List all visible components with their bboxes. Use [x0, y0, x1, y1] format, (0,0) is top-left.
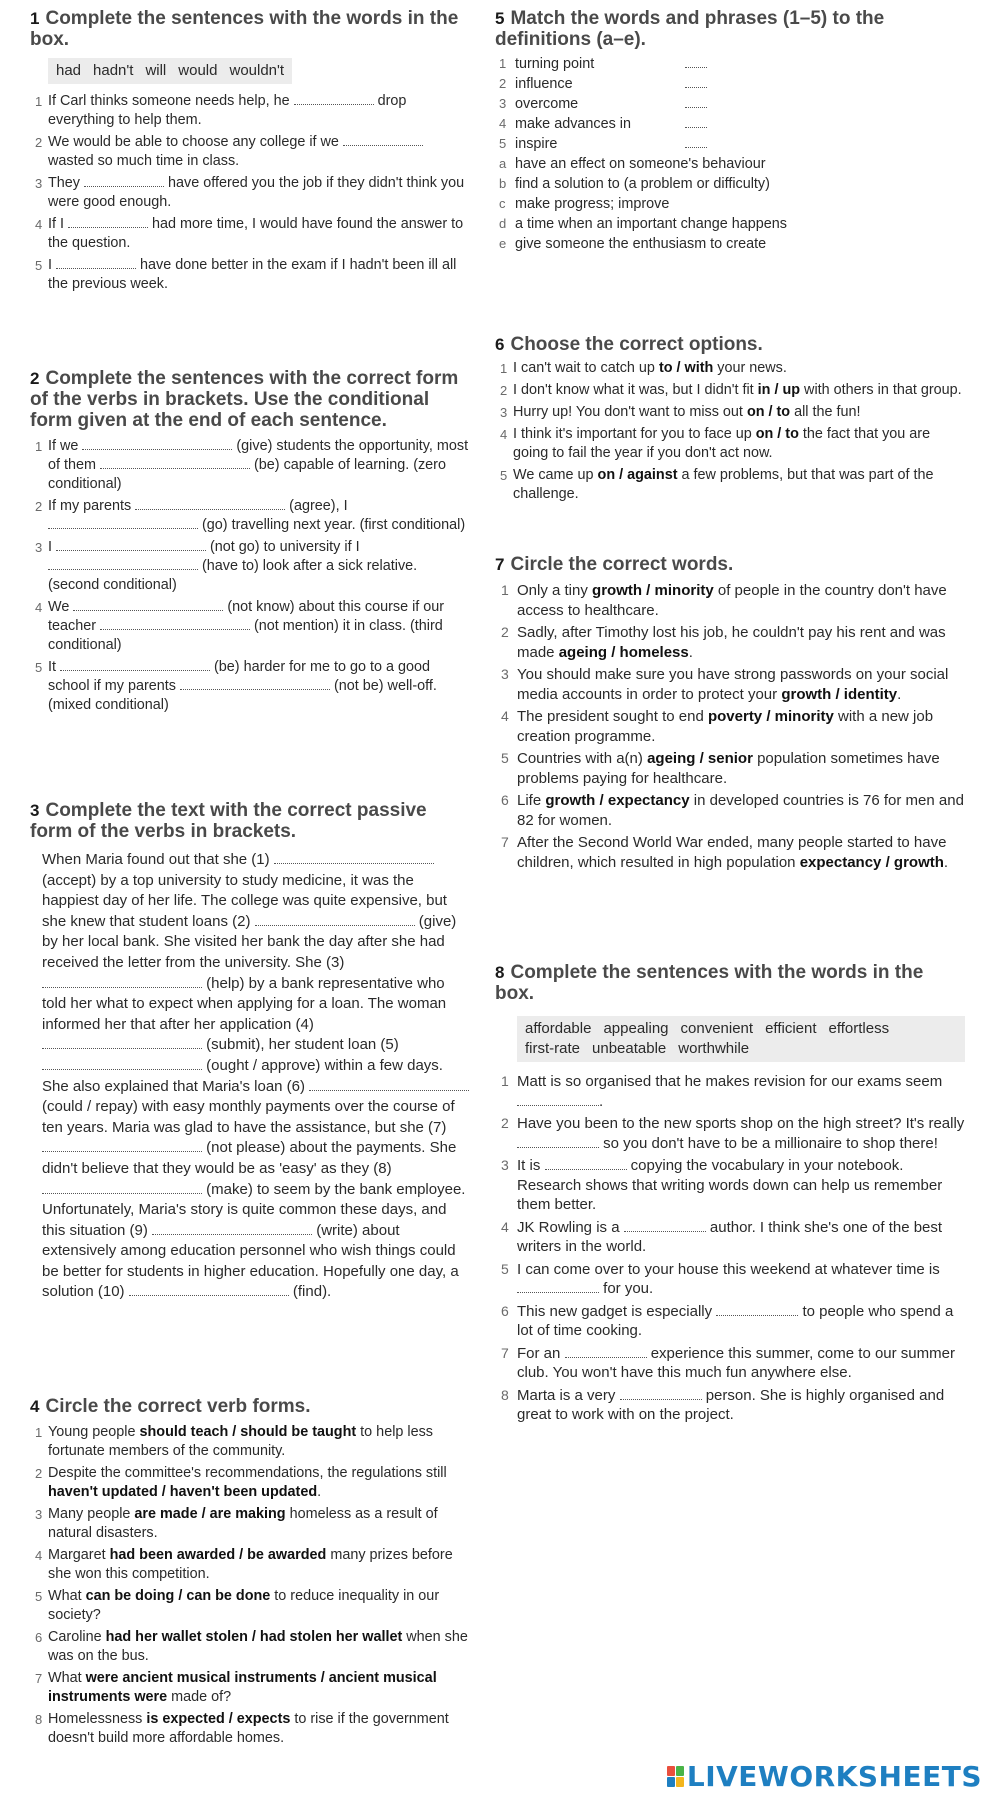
answer-blank[interactable]	[685, 134, 707, 148]
list-item: 1 Matt is so organised that he makes revision for our exams seem .	[501, 1073, 943, 1110]
list-item: 3 Many people are made / are making homeless as a result of natural disasters.	[35, 1506, 438, 1541]
list-item: 2 We would be able to choose any college if we wasted so much time in class.	[30, 133, 470, 171]
option-choice[interactable]: are made / are making	[134, 1506, 286, 1522]
list-item: 2 Have you been to the new sports shop on the high street? It's really so you don't have to be a millionaire to shop there!	[501, 1115, 965, 1152]
list-item: 3 I (not go) to university if I (have to) look after a sick relative. (second conditional)	[35, 539, 418, 593]
answer-blank[interactable]	[255, 913, 415, 926]
answer-blank[interactable]	[274, 851, 434, 864]
section-6	[495, 334, 965, 507]
section-2	[30, 368, 470, 718]
section-7	[495, 554, 965, 875]
word: hadn't	[93, 62, 134, 79]
answer-blank[interactable]	[716, 1303, 798, 1316]
section-3-title: 3 Complete the text with the correct passive form of the verbs in brackets.	[30, 800, 427, 842]
list-item: 4 Margaret had been awarded / be awarded many prizes before she won this competition.	[35, 1547, 453, 1582]
match-definitions	[495, 154, 965, 254]
option-choice[interactable]: on / to	[755, 426, 799, 442]
option-choice[interactable]: to / with	[658, 360, 714, 376]
answer-blank[interactable]	[42, 1057, 202, 1070]
answer-blank[interactable]	[545, 1157, 627, 1170]
answer-blank[interactable]	[42, 1181, 202, 1194]
answer-blank[interactable]	[56, 538, 206, 551]
answer-blank[interactable]	[517, 1093, 599, 1106]
word: efficient	[765, 1020, 817, 1037]
section-5	[495, 8, 965, 254]
answer-blank[interactable]	[60, 658, 210, 671]
list-item: 7 For an experience this summer, come to our summer club. You won't have this much fun anywhere else.	[501, 1344, 955, 1381]
list-item: 1 If Carl thinks someone needs help, he drop everything to help them.	[35, 93, 407, 128]
list-item: 2 If my parents (agree), I (go) travelling next year. (first conditional)	[35, 498, 466, 533]
list-item: 5 I can come over to your house this weekend at whatever time is for you.	[501, 1260, 940, 1297]
section-5-title: 5 Match the words and phrases (1–5) to the definitions (a–e).	[495, 8, 885, 50]
list-item: 3 They have offered you the job if they didn't think you were good enough.	[35, 175, 465, 210]
match-terms	[495, 54, 965, 154]
section-8-title: 8 Complete the sentences with the words in the box.	[495, 962, 924, 1004]
list-item: 2 I don't know what it was, but I didn't fit in / up with others in that group.	[500, 382, 962, 398]
answer-blank[interactable]	[685, 94, 707, 108]
logo-square	[667, 1777, 675, 1787]
section-7-items	[495, 581, 965, 872]
list-item: 8 Marta is a very person. She is highly organised and great to work with on the project.	[501, 1386, 945, 1423]
list-item: 7 What were ancient musical instruments / ancient musical instruments were made of?	[35, 1670, 437, 1705]
answer-blank[interactable]	[685, 114, 707, 128]
option-choice[interactable]: growth / expectancy	[545, 792, 690, 809]
list-item: 4 JK Rowling is a author. I think she's one of the best writers in the world.	[501, 1218, 943, 1255]
answer-blank[interactable]	[294, 92, 374, 105]
answer-blank[interactable]	[82, 437, 232, 450]
option-choice[interactable]: growth / minority	[592, 582, 714, 599]
answer-blank[interactable]	[343, 133, 423, 146]
section-2-items	[30, 437, 470, 715]
word: affordable	[525, 1020, 592, 1037]
list-item: 1 I can't wait to catch up to / with your news.	[500, 360, 787, 376]
list-item: 1 Only a tiny growth / minority of people in the country don't have access to healthcare.	[501, 582, 947, 619]
list-item: e give someone the enthusiasm to create	[499, 236, 767, 252]
option-choice[interactable]: expectancy / growth	[799, 853, 944, 871]
answer-blank[interactable]	[84, 174, 164, 187]
option-choice[interactable]: should teach / should be taught	[139, 1424, 357, 1440]
section-7-title: 7 Circle the correct words.	[495, 554, 734, 575]
list-item: 2 Despite the committee's recommendations, the regulations still haven't updated / haven't been updated.	[35, 1465, 447, 1500]
section-1-items	[30, 92, 470, 294]
logo-icon	[667, 1766, 684, 1787]
section-4	[30, 1396, 470, 1751]
list-item: 4 make advances in	[495, 114, 965, 134]
list-item: a have an effect on someone's behaviour	[499, 156, 766, 172]
section-1-title: 1 Complete the sentences with the words in the box.	[30, 8, 459, 50]
word: had	[56, 62, 82, 79]
word-box	[48, 58, 292, 84]
answer-blank[interactable]	[685, 74, 707, 88]
word: unbeatable	[592, 1040, 667, 1057]
answer-blank[interactable]	[624, 1219, 706, 1232]
list-item: 1 If we (give) students the opportunity, most of them (be) capable of learning. (zero conditional)	[35, 438, 469, 492]
list-item: 4 We (not know) about this course if our teacher (not mention) it in class. (third conditional)	[35, 599, 445, 653]
list-item: 3 It is copying the vocabulary in your notebook. Research shows that writing words down can help us remember them better.	[501, 1157, 943, 1213]
logo-square	[676, 1777, 684, 1787]
list-item: 5 inspire	[495, 134, 965, 154]
section-6-items	[495, 359, 965, 504]
list-item: 6 Life growth / expectancy in developed countries is 76 for men and 82 for women.	[501, 792, 964, 829]
list-item: 3 Hurry up! You don't want to miss out on / to all the fun!	[500, 404, 861, 420]
section-3	[30, 800, 470, 1303]
section-6-title: 6 Choose the correct options.	[495, 334, 763, 355]
list-item: 7 After the Second World War ended, many people started to have children, which resulted in high population expectancy / growth.	[501, 834, 949, 871]
list-item: 3 You should make sure you have strong passwords on your social media accounts in order to protect your growth / identity.	[501, 666, 949, 703]
answer-blank[interactable]	[48, 516, 198, 529]
word: will	[145, 62, 167, 79]
option-choice[interactable]: haven't updated / haven't been updated	[48, 1484, 318, 1500]
option-choice[interactable]: can be doing / can be done	[85, 1588, 271, 1604]
answer-blank[interactable]	[100, 617, 250, 630]
word-box	[517, 1016, 965, 1062]
list-item: 2 Sadly, after Timothy lost his job, he couldn't pay his rent and was made ageing / homeless.	[501, 624, 946, 661]
option-choice[interactable]: ageing / senior	[647, 750, 753, 767]
list-item: 1 Young people should teach / should be taught to help less fortunate members of the community.	[35, 1424, 433, 1459]
option-choice[interactable]: ageing / homeless	[558, 643, 689, 661]
list-item: 6 Caroline had her wallet stolen / had stolen her wallet when she was on the bus.	[35, 1629, 468, 1664]
option-choice[interactable]: had her wallet stolen / had stolen her wallet	[105, 1629, 403, 1645]
option-choice[interactable]: growth / identity	[781, 685, 898, 703]
answer-blank[interactable]	[42, 1036, 202, 1049]
logo-square	[676, 1766, 684, 1776]
option-choice[interactable]: had been awarded / be awarded	[109, 1547, 327, 1563]
section-8-items	[495, 1072, 965, 1425]
word: effortless	[828, 1020, 890, 1037]
answer-blank[interactable]	[42, 975, 202, 988]
answer-blank[interactable]	[129, 1283, 289, 1296]
answer-blank[interactable]	[42, 1139, 202, 1152]
list-item: d a time when an important change happens	[499, 216, 788, 232]
answer-blank[interactable]	[68, 215, 148, 228]
word: worthwhile	[678, 1040, 750, 1057]
word: wouldn't	[229, 62, 285, 79]
answer-blank[interactable]	[620, 1387, 702, 1400]
list-item: 6 This new gadget is especially to people who spend a lot of time cooking.	[501, 1302, 954, 1339]
list-item: 4 If I had more time, I would have found the answer to the question.	[35, 216, 464, 251]
list-item: 5 I have done better in the exam if I hadn't been ill all the previous week.	[35, 257, 457, 292]
answer-blank[interactable]	[73, 598, 223, 611]
list-item: 5 Countries with a(n) ageing / senior population sometimes have problems paying for healthcare.	[501, 750, 940, 787]
logo-square	[667, 1766, 675, 1776]
section-4-title: 4 Circle the correct verb forms.	[30, 1396, 311, 1417]
list-item: 3 overcome	[495, 94, 965, 114]
answer-blank[interactable]	[565, 1345, 647, 1358]
list-item: b find a solution to (a problem or difficulty)	[499, 176, 770, 192]
word: convenient	[680, 1020, 754, 1037]
answer-blank[interactable]	[517, 1135, 599, 1148]
section-1	[30, 8, 470, 297]
answer-blank[interactable]	[48, 557, 198, 570]
option-choice[interactable]: poverty / minority	[707, 708, 834, 725]
option-choice[interactable]: is expected / expects	[146, 1711, 291, 1727]
list-item: 2 influence	[495, 74, 965, 94]
list-item: 5 We came up on / against a few problems, but that was part of the challenge.	[500, 467, 934, 502]
passage: When Maria found out that she (1) (accept) by a top university to study medicine, it was the happiest day of her life. The college was quite expensive, but she knew that student loans (2) (give) by her local bank. She visited her bank the day after she had received the letter from the university. She (3) (help) by a bank representative who told her what to expect when applying for a loan. The woman informed her that after her application (4) (submit), her student loan (5) (ought / approve) within a few days. She also explained that Maria's loan (6) (could / repay) with easy monthly payments over the course of ten years. Maria was glad to have the assistance, but she (7) (not please) about the payments. She didn't believe that they would be as 'easy' as they (8) (make) to seem by the bank employee. Unfortunately, Maria's story is quite common these days, and this situation (9) (write) about extensively among education personnel who wish things could be better for students in higher education. Hopefully one day, a solution (10) (find).	[42, 850, 470, 1303]
answer-blank[interactable]	[152, 1222, 312, 1235]
logo-text: LIVEWORKSHEETS	[686, 1760, 982, 1793]
list-item: 4 The president sought to end poverty / minority with a new job creation programme.	[501, 708, 934, 745]
option-choice[interactable]: on / against	[597, 467, 678, 483]
word: appealing	[603, 1020, 669, 1037]
list-item: 8 Homelessness is expected / expects to rise if the government doesn't build more affordable homes.	[35, 1711, 449, 1746]
answer-blank[interactable]	[135, 497, 285, 510]
list-item: 5 It (be) harder for me to go to a good school if my parents (not be) well-off. (mixed conditional)	[35, 659, 437, 713]
option-choice[interactable]: were ancient musical instruments / ancient musical instruments were	[48, 1670, 437, 1705]
answer-blank[interactable]	[309, 1078, 469, 1091]
section-2-title: 2 Complete the sentences with the correct form of the verbs in brackets. Use the conditional form given at the end of each sentence.	[30, 368, 459, 431]
option-choice[interactable]: on / to	[746, 404, 791, 420]
liveworksheets-logo	[667, 1760, 982, 1793]
word: would	[178, 62, 218, 79]
answer-blank[interactable]	[100, 456, 250, 469]
list-item: 5 What can be doing / can be done to reduce inequality in our society?	[35, 1588, 440, 1623]
option-choice[interactable]: in / up	[757, 382, 801, 398]
section-4-items	[30, 1423, 470, 1748]
section-8	[495, 962, 965, 1428]
list-item: 1 turning point	[495, 54, 965, 74]
list-item: 4 I think it's important for you to face up on / to the fact that you are going to fail the year if you don't act now.	[500, 426, 931, 461]
answer-blank[interactable]	[517, 1280, 599, 1293]
answer-blank[interactable]	[56, 256, 136, 269]
list-item: c make progress; improve	[499, 196, 670, 212]
answer-blank[interactable]	[685, 54, 707, 68]
word: first-rate	[525, 1040, 581, 1057]
answer-blank[interactable]	[180, 677, 330, 690]
